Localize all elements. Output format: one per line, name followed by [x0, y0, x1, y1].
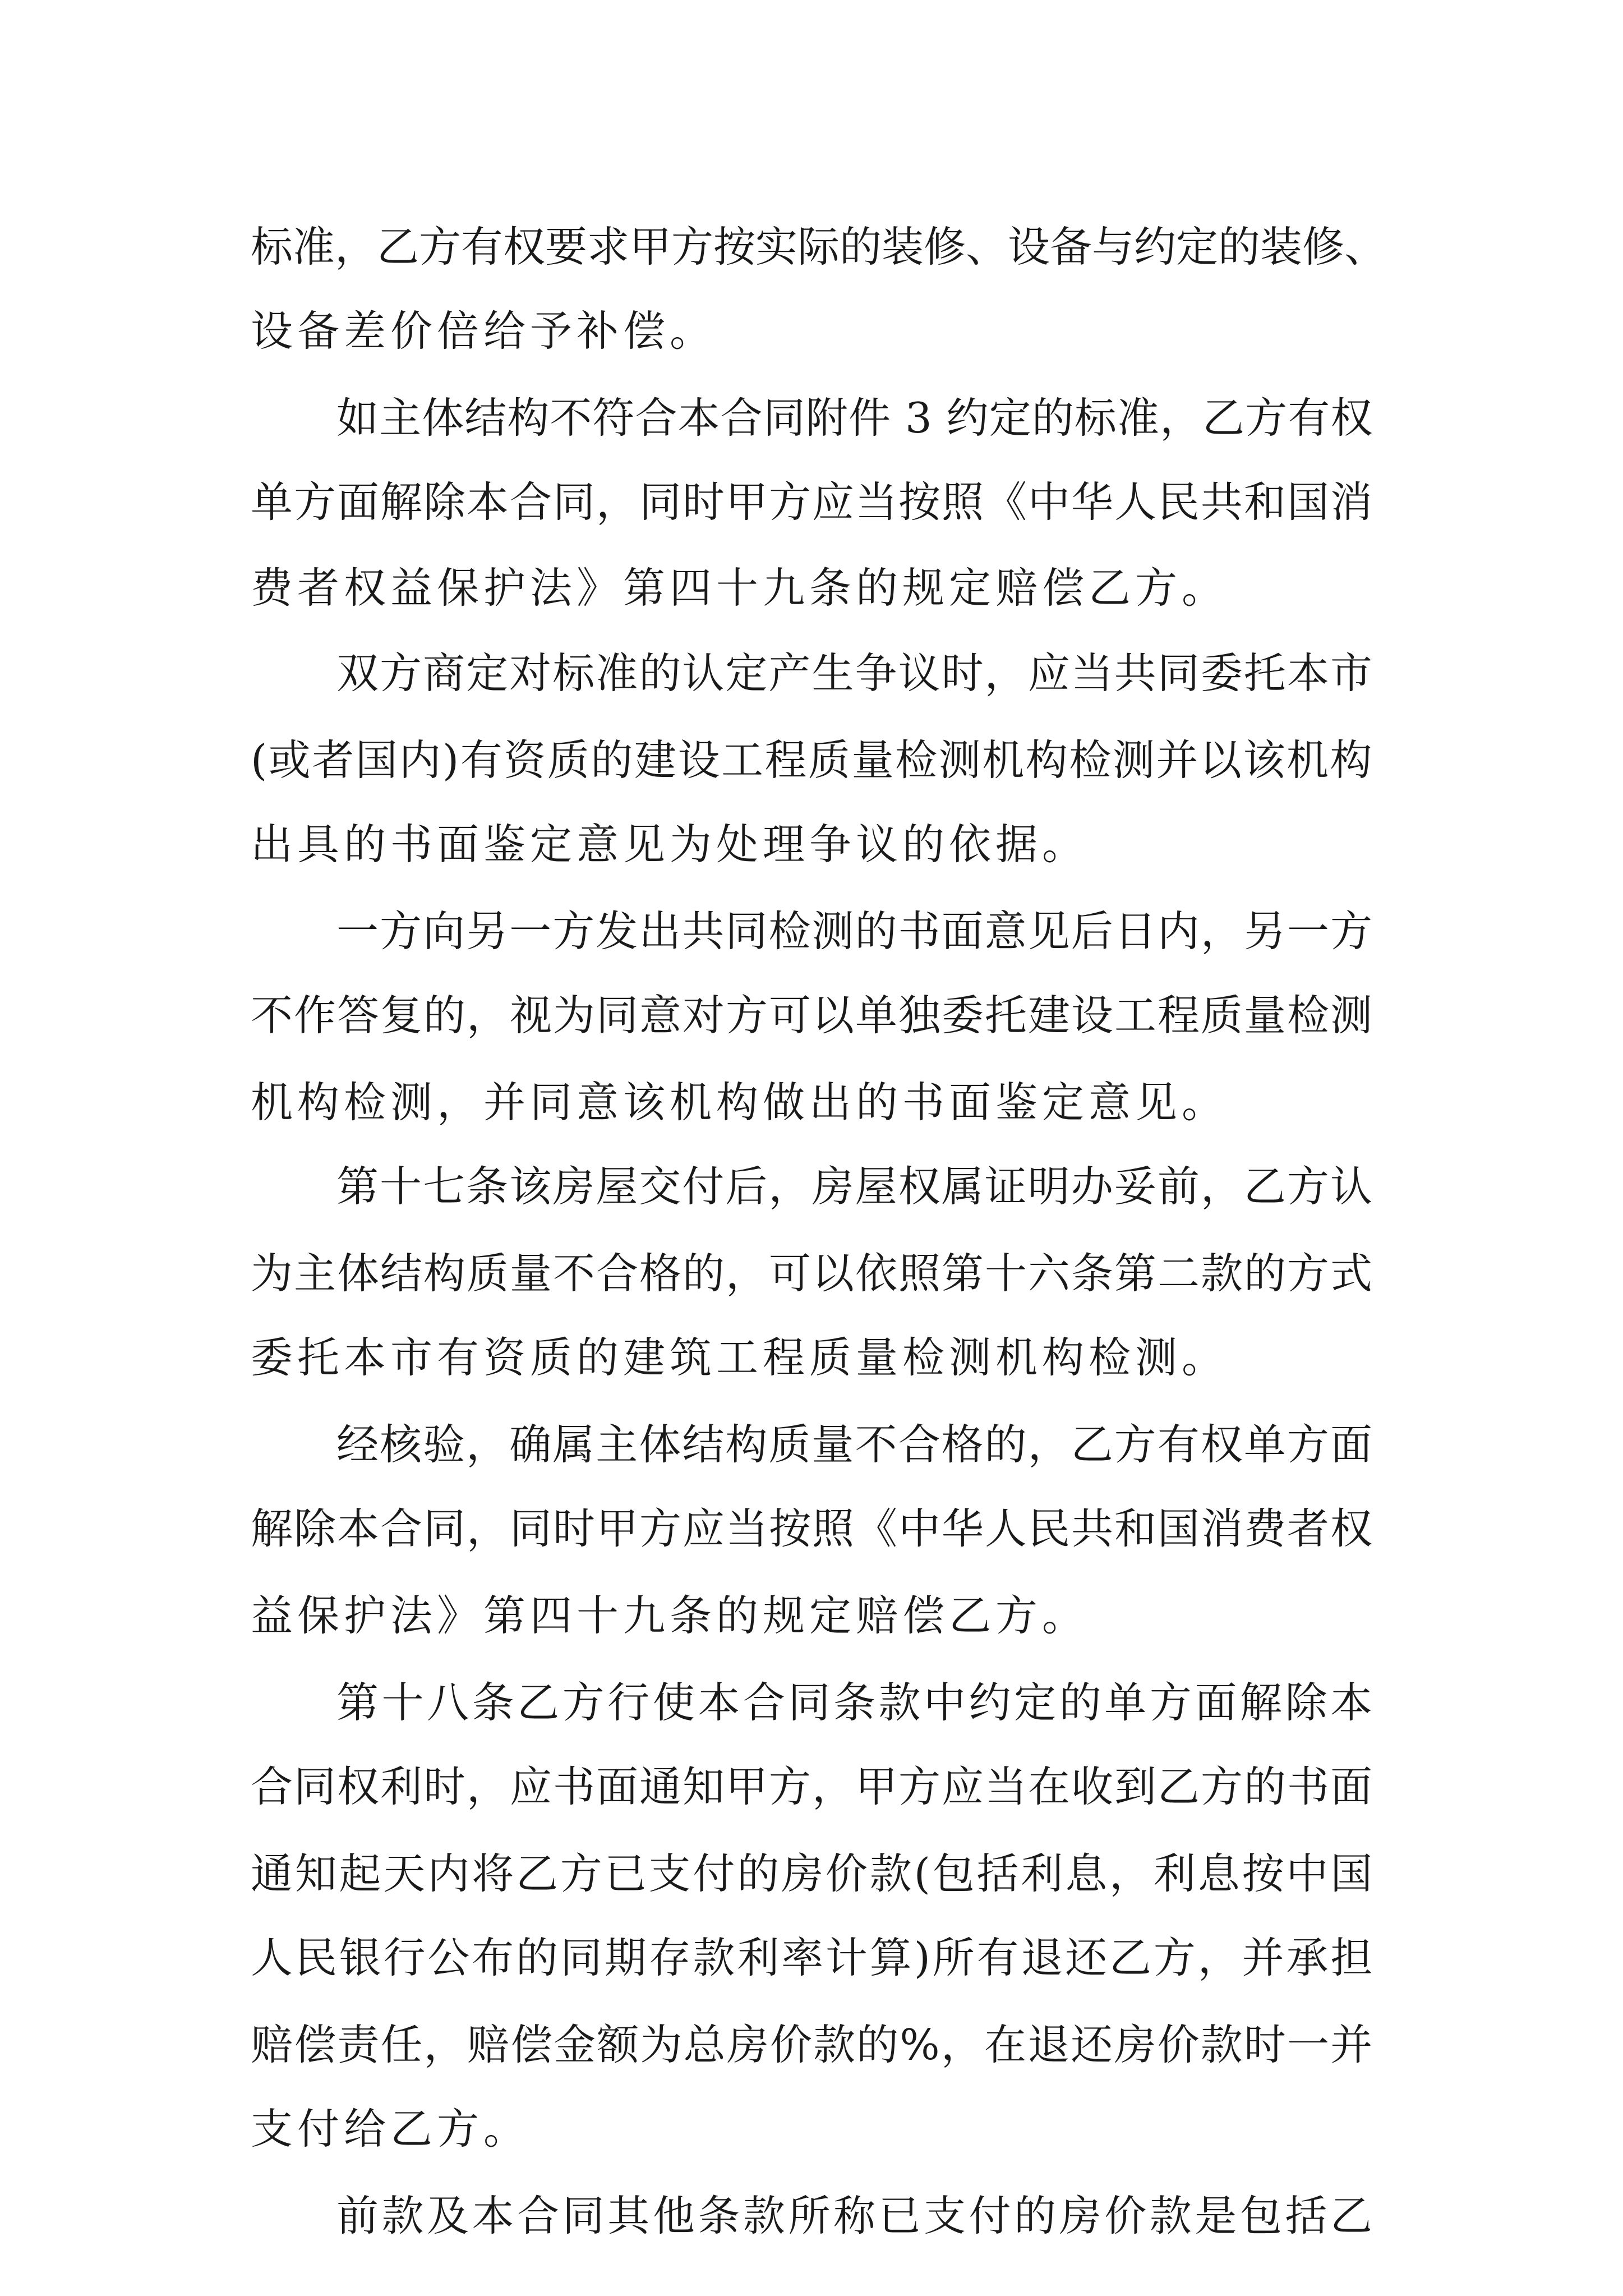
text-line: 出具的书面鉴定意见为处理争议的依据。 [251, 820, 1089, 869]
text-line: 费者权益保护法》第四十九条的规定赔偿乙方。 [251, 563, 1229, 613]
text-line: 赔偿责任，赔偿金额为总房价款的%，在退还房价款时一并 [251, 2020, 1374, 2069]
text-line: 一方向另一方发出共同检测的书面意见后日内，另一方 [336, 907, 1374, 956]
text-line: 为主体结构质量不合格的，可以依照第十六条第二款的方式 [251, 1249, 1374, 1298]
text-line: 单方面解除本合同，同时甲方应当按照《中华人民共和国消 [251, 477, 1374, 527]
text-line: 不作答复的，视为同意对方可以单独委托建设工程质量检测 [251, 991, 1374, 1040]
text-line: 益保护法》第四十九条的规定赔偿乙方。 [251, 1591, 1089, 1640]
text-line: 解除本合同，同时甲方应当按照《中华人民共和国消费者权 [251, 1504, 1374, 1553]
text-line: 如主体结构不符合本合同附件 3 约定的标准，乙方有权 [336, 393, 1373, 443]
text-line: 通知起天内将乙方已支付的房价款(包括利息，利息按中国 [251, 1849, 1375, 1898]
text-line: 设备差价倍给予补偿。 [251, 306, 717, 356]
text-line: 前款及本合同其他条款所称已支付的房价款是包括乙 [336, 2191, 1376, 2240]
text-line: 支付给乙方。 [251, 2104, 531, 2154]
text-line: 人民银行公布的同期存款利率计算)所有退还乙方，并承担 [251, 1933, 1375, 1982]
text-line: 双方商定对标准的认定产生争议时，应当共同委托本市 [336, 648, 1374, 698]
text-line: 经核验，确属主体结构质量不合格的，乙方有权单方面 [336, 1420, 1374, 1469]
text-line: 委托本市有资质的建筑工程质量检测机构检测。 [251, 1333, 1229, 1382]
text-line: 第十七条该房屋交付后，房屋权属证明办妥前，乙方认 [336, 1162, 1374, 1211]
text-line: 标准，乙方有权要求甲方按实际的装修、设备与约定的装修、 [251, 222, 1387, 272]
text-line: 第十八条乙方行使本合同条款中约定的单方面解除本 [336, 1678, 1376, 1727]
text-line: 合同权利时，应书面通知甲方，甲方应当在收到乙方的书面 [251, 1762, 1374, 1811]
text-line: 机构检测，并同意该机构做出的书面鉴定意见。 [251, 1078, 1229, 1127]
text-line: (或者国内)有资质的建设工程质量检测机构检测并以该机构 [251, 735, 1374, 785]
